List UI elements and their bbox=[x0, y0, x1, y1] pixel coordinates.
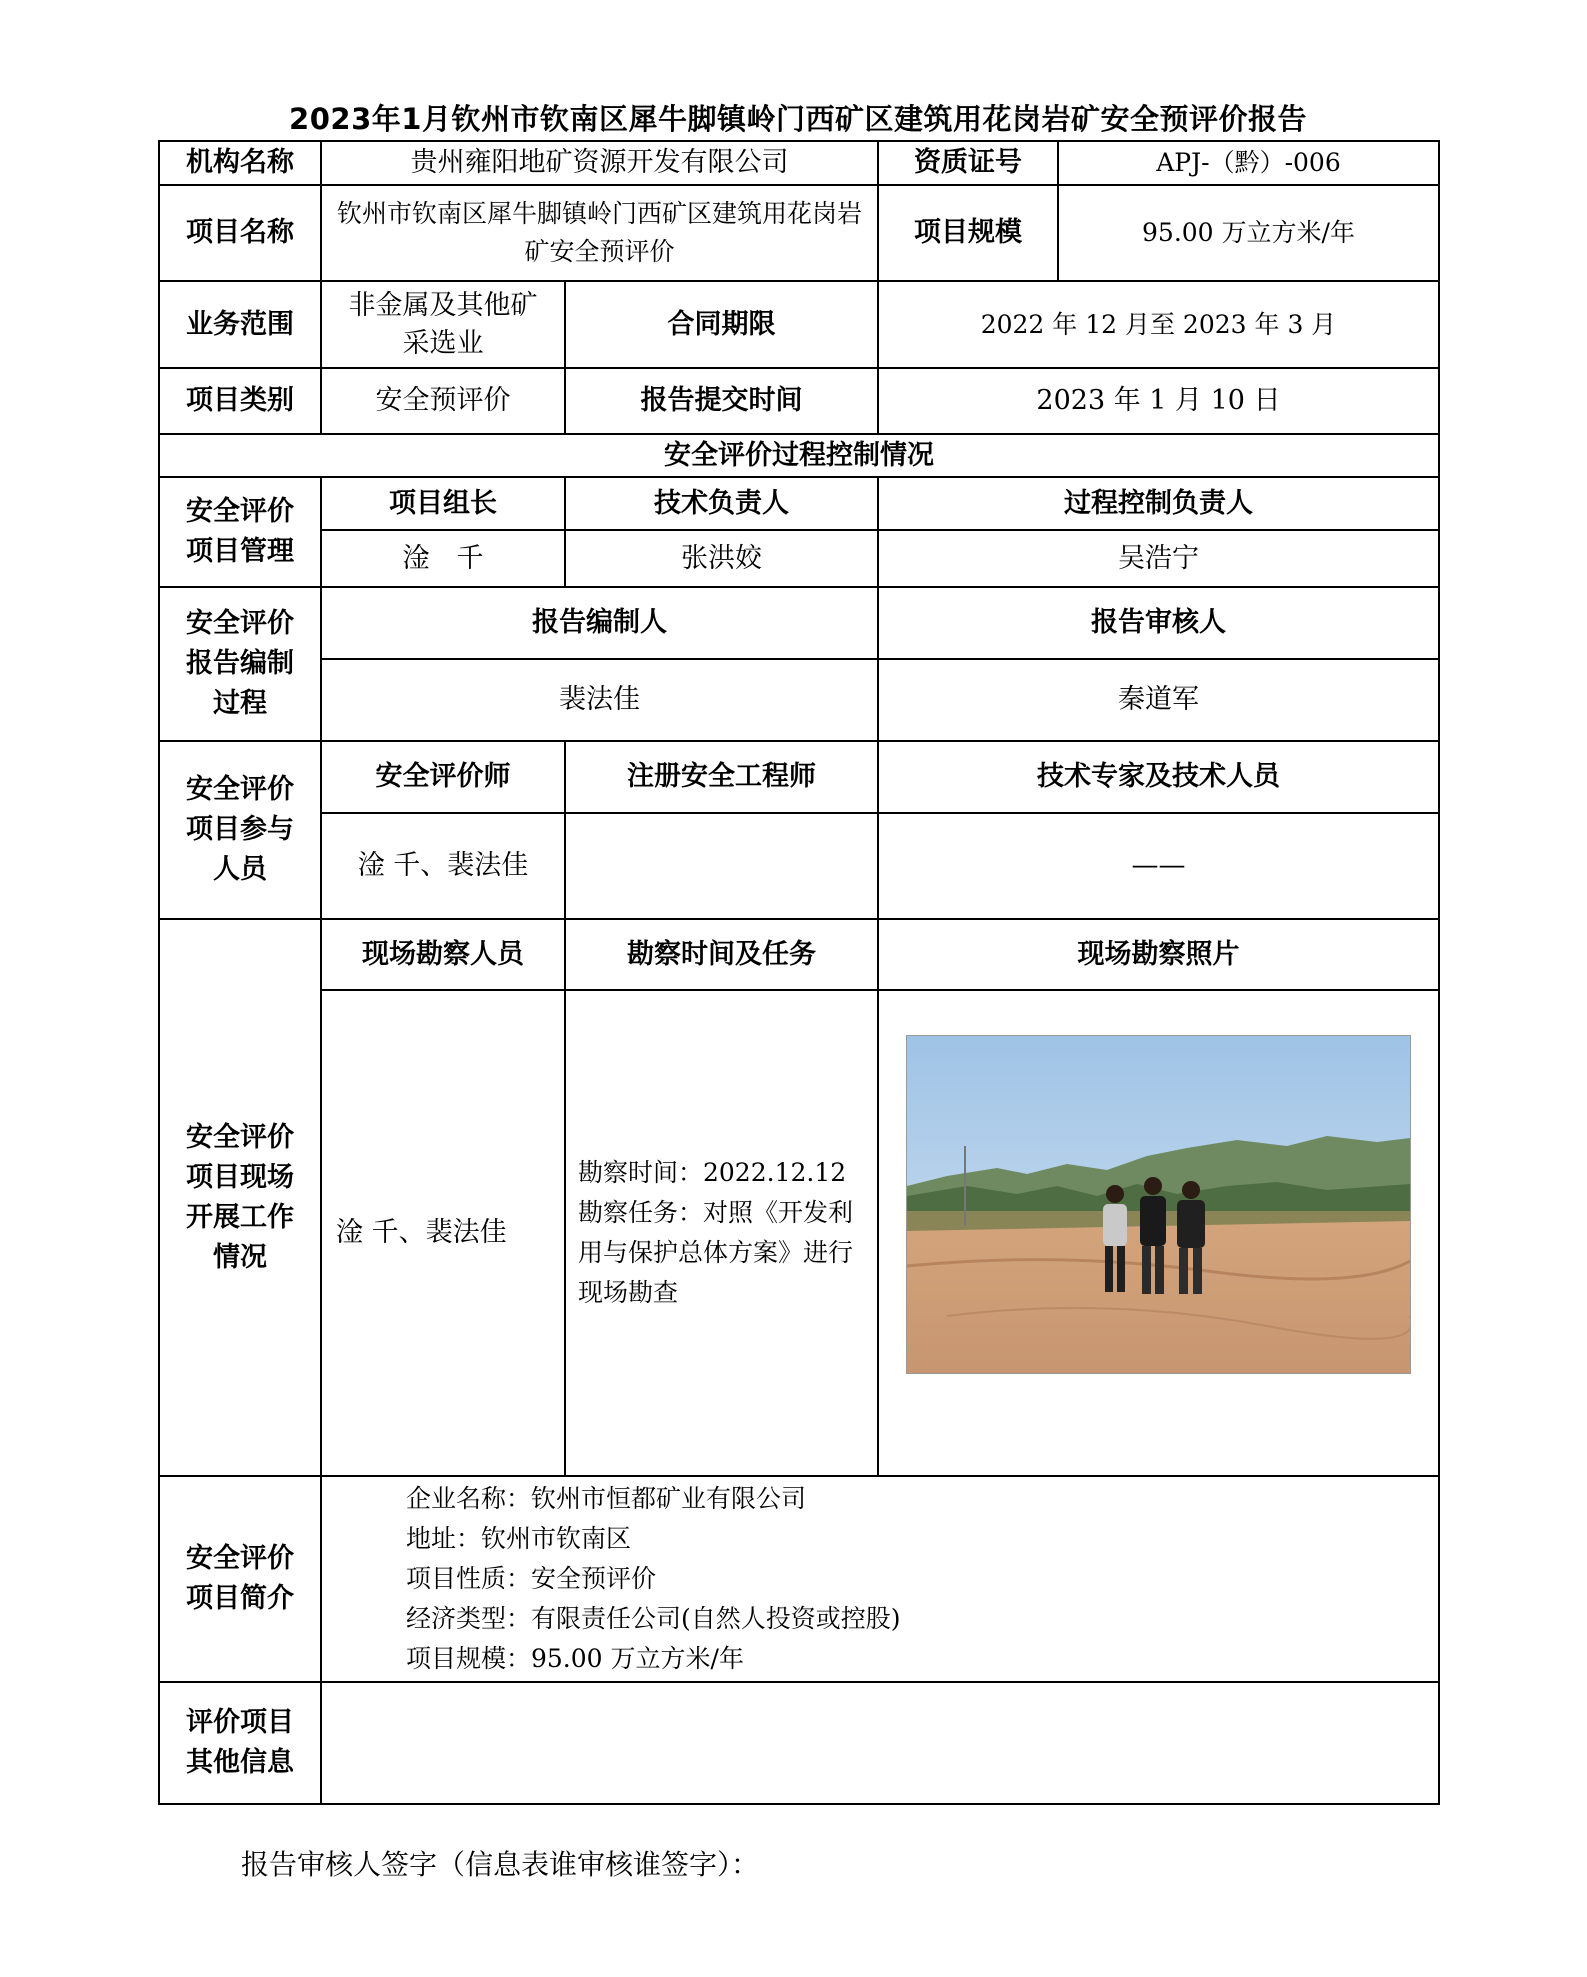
reviewer-value: 秦道军 bbox=[878, 659, 1439, 741]
intro-content bbox=[321, 1476, 1439, 1682]
control-value: 吴浩宁 bbox=[878, 530, 1439, 587]
survey-time: 勘察时间：2022.12.12 bbox=[578, 1158, 847, 1187]
evaluator-label: 安全评价师 bbox=[321, 741, 565, 813]
org-value: 贵州雍阳地矿资源开发有限公司 bbox=[321, 141, 878, 185]
intro-line: 经济类型：有限责任公司(自然人投资或控股) bbox=[406, 1604, 901, 1633]
row-section bbox=[159, 434, 1439, 477]
survey-text bbox=[565, 990, 878, 1476]
submit-value: 2023 年 1 月 10 日 bbox=[878, 368, 1439, 434]
staff-value: 淦 千、裴法佳 bbox=[321, 990, 565, 1476]
other-label: 评价项目其他信息 bbox=[159, 1682, 321, 1804]
row-participants-head bbox=[159, 741, 1439, 813]
project-value: 钦州市钦南区犀牛脚镇岭门西矿区建筑用花岗岩矿安全预评价 bbox=[321, 185, 878, 281]
intro-line: 企业名称：钦州市恒都矿业有限公司 bbox=[406, 1484, 807, 1513]
category-value: 安全预评价 bbox=[321, 368, 565, 434]
site-photo bbox=[906, 1035, 1411, 1374]
intro-line: 项目性质：安全预评价 bbox=[406, 1564, 657, 1593]
management-label: 安全评价项目管理 bbox=[159, 477, 321, 587]
author-label: 报告编制人 bbox=[321, 587, 878, 659]
project-label: 项目名称 bbox=[159, 185, 321, 281]
signature-line: 报告审核人签字（信息表谁审核谁签字）： bbox=[241, 1848, 760, 1881]
tech-label: 技术负责人 bbox=[565, 477, 878, 530]
row-org bbox=[159, 141, 1439, 185]
intro-line: 项目规模：95.00 万立方米/年 bbox=[406, 1644, 744, 1673]
contract-label: 合同期限 bbox=[565, 281, 878, 368]
evaluators-value: 淦 千、裴法佳 bbox=[321, 813, 565, 919]
staff-label: 现场勘察人员 bbox=[321, 919, 565, 990]
row-management-values bbox=[159, 530, 1439, 587]
photo-label: 现场勘察照片 bbox=[878, 919, 1439, 990]
business-label: 业务范围 bbox=[159, 281, 321, 368]
row-management-head bbox=[159, 477, 1439, 530]
row-other bbox=[159, 1682, 1439, 1804]
cert-label: 资质证号 bbox=[878, 141, 1058, 185]
info-table bbox=[158, 140, 1440, 1805]
section-title: 安全评价过程控制情况 bbox=[159, 434, 1439, 477]
row-compile-head bbox=[159, 587, 1439, 659]
engineers-value bbox=[565, 813, 878, 919]
tech-value: 张洪姣 bbox=[565, 530, 878, 587]
reviewer-label: 报告审核人 bbox=[878, 587, 1439, 659]
document-title: 2023年1月钦州市钦南区犀牛脚镇岭门西矿区建筑用花岗岩矿安全预评价报告 bbox=[289, 102, 1307, 136]
other-value bbox=[321, 1682, 1439, 1804]
row-participants-values bbox=[159, 813, 1439, 919]
row-site-values bbox=[159, 990, 1439, 1476]
engineer-label: 注册安全工程师 bbox=[565, 741, 878, 813]
task-label: 勘察时间及任务 bbox=[565, 919, 878, 990]
contract-value: 2022 年 12 月至 2023 年 3 月 bbox=[878, 281, 1439, 368]
control-label: 过程控制负责人 bbox=[878, 477, 1439, 530]
cert-value: APJ-（黔）-006 bbox=[1058, 141, 1439, 185]
scale-label: 项目规模 bbox=[878, 185, 1058, 281]
submit-label: 报告提交时间 bbox=[565, 368, 878, 434]
author-value: 裴法佳 bbox=[321, 659, 878, 741]
experts-label: 技术专家及技术人员 bbox=[878, 741, 1439, 813]
org-label: 机构名称 bbox=[159, 141, 321, 185]
leader-label: 项目组长 bbox=[321, 477, 565, 530]
scale-value: 95.00 万立方米/年 bbox=[1058, 185, 1439, 281]
row-intro bbox=[159, 1476, 1439, 1682]
business-value: 非金属及其他矿采选业 bbox=[321, 281, 565, 368]
leader-value: 淦 千 bbox=[321, 530, 565, 587]
intro-line: 地址：钦州市钦南区 bbox=[406, 1524, 632, 1553]
site-label: 安全评价项目现场开展工作情况 bbox=[159, 919, 321, 1476]
intro-label: 安全评价项目简介 bbox=[159, 1476, 321, 1682]
row-site-head bbox=[159, 919, 1439, 990]
row-compile-values bbox=[159, 659, 1439, 741]
row-project bbox=[159, 185, 1439, 281]
compile-label: 安全评价报告编制过程 bbox=[159, 587, 321, 741]
experts-value: —— bbox=[878, 813, 1439, 919]
participants-label: 安全评价项目参与人员 bbox=[159, 741, 321, 919]
category-label: 项目类别 bbox=[159, 368, 321, 434]
survey-task: 勘察任务：对照《开发利用与保护总体方案》进行现场勘查 bbox=[578, 1198, 854, 1307]
row-category bbox=[159, 368, 1439, 434]
row-business bbox=[159, 281, 1439, 368]
photo-cell bbox=[878, 990, 1439, 1476]
